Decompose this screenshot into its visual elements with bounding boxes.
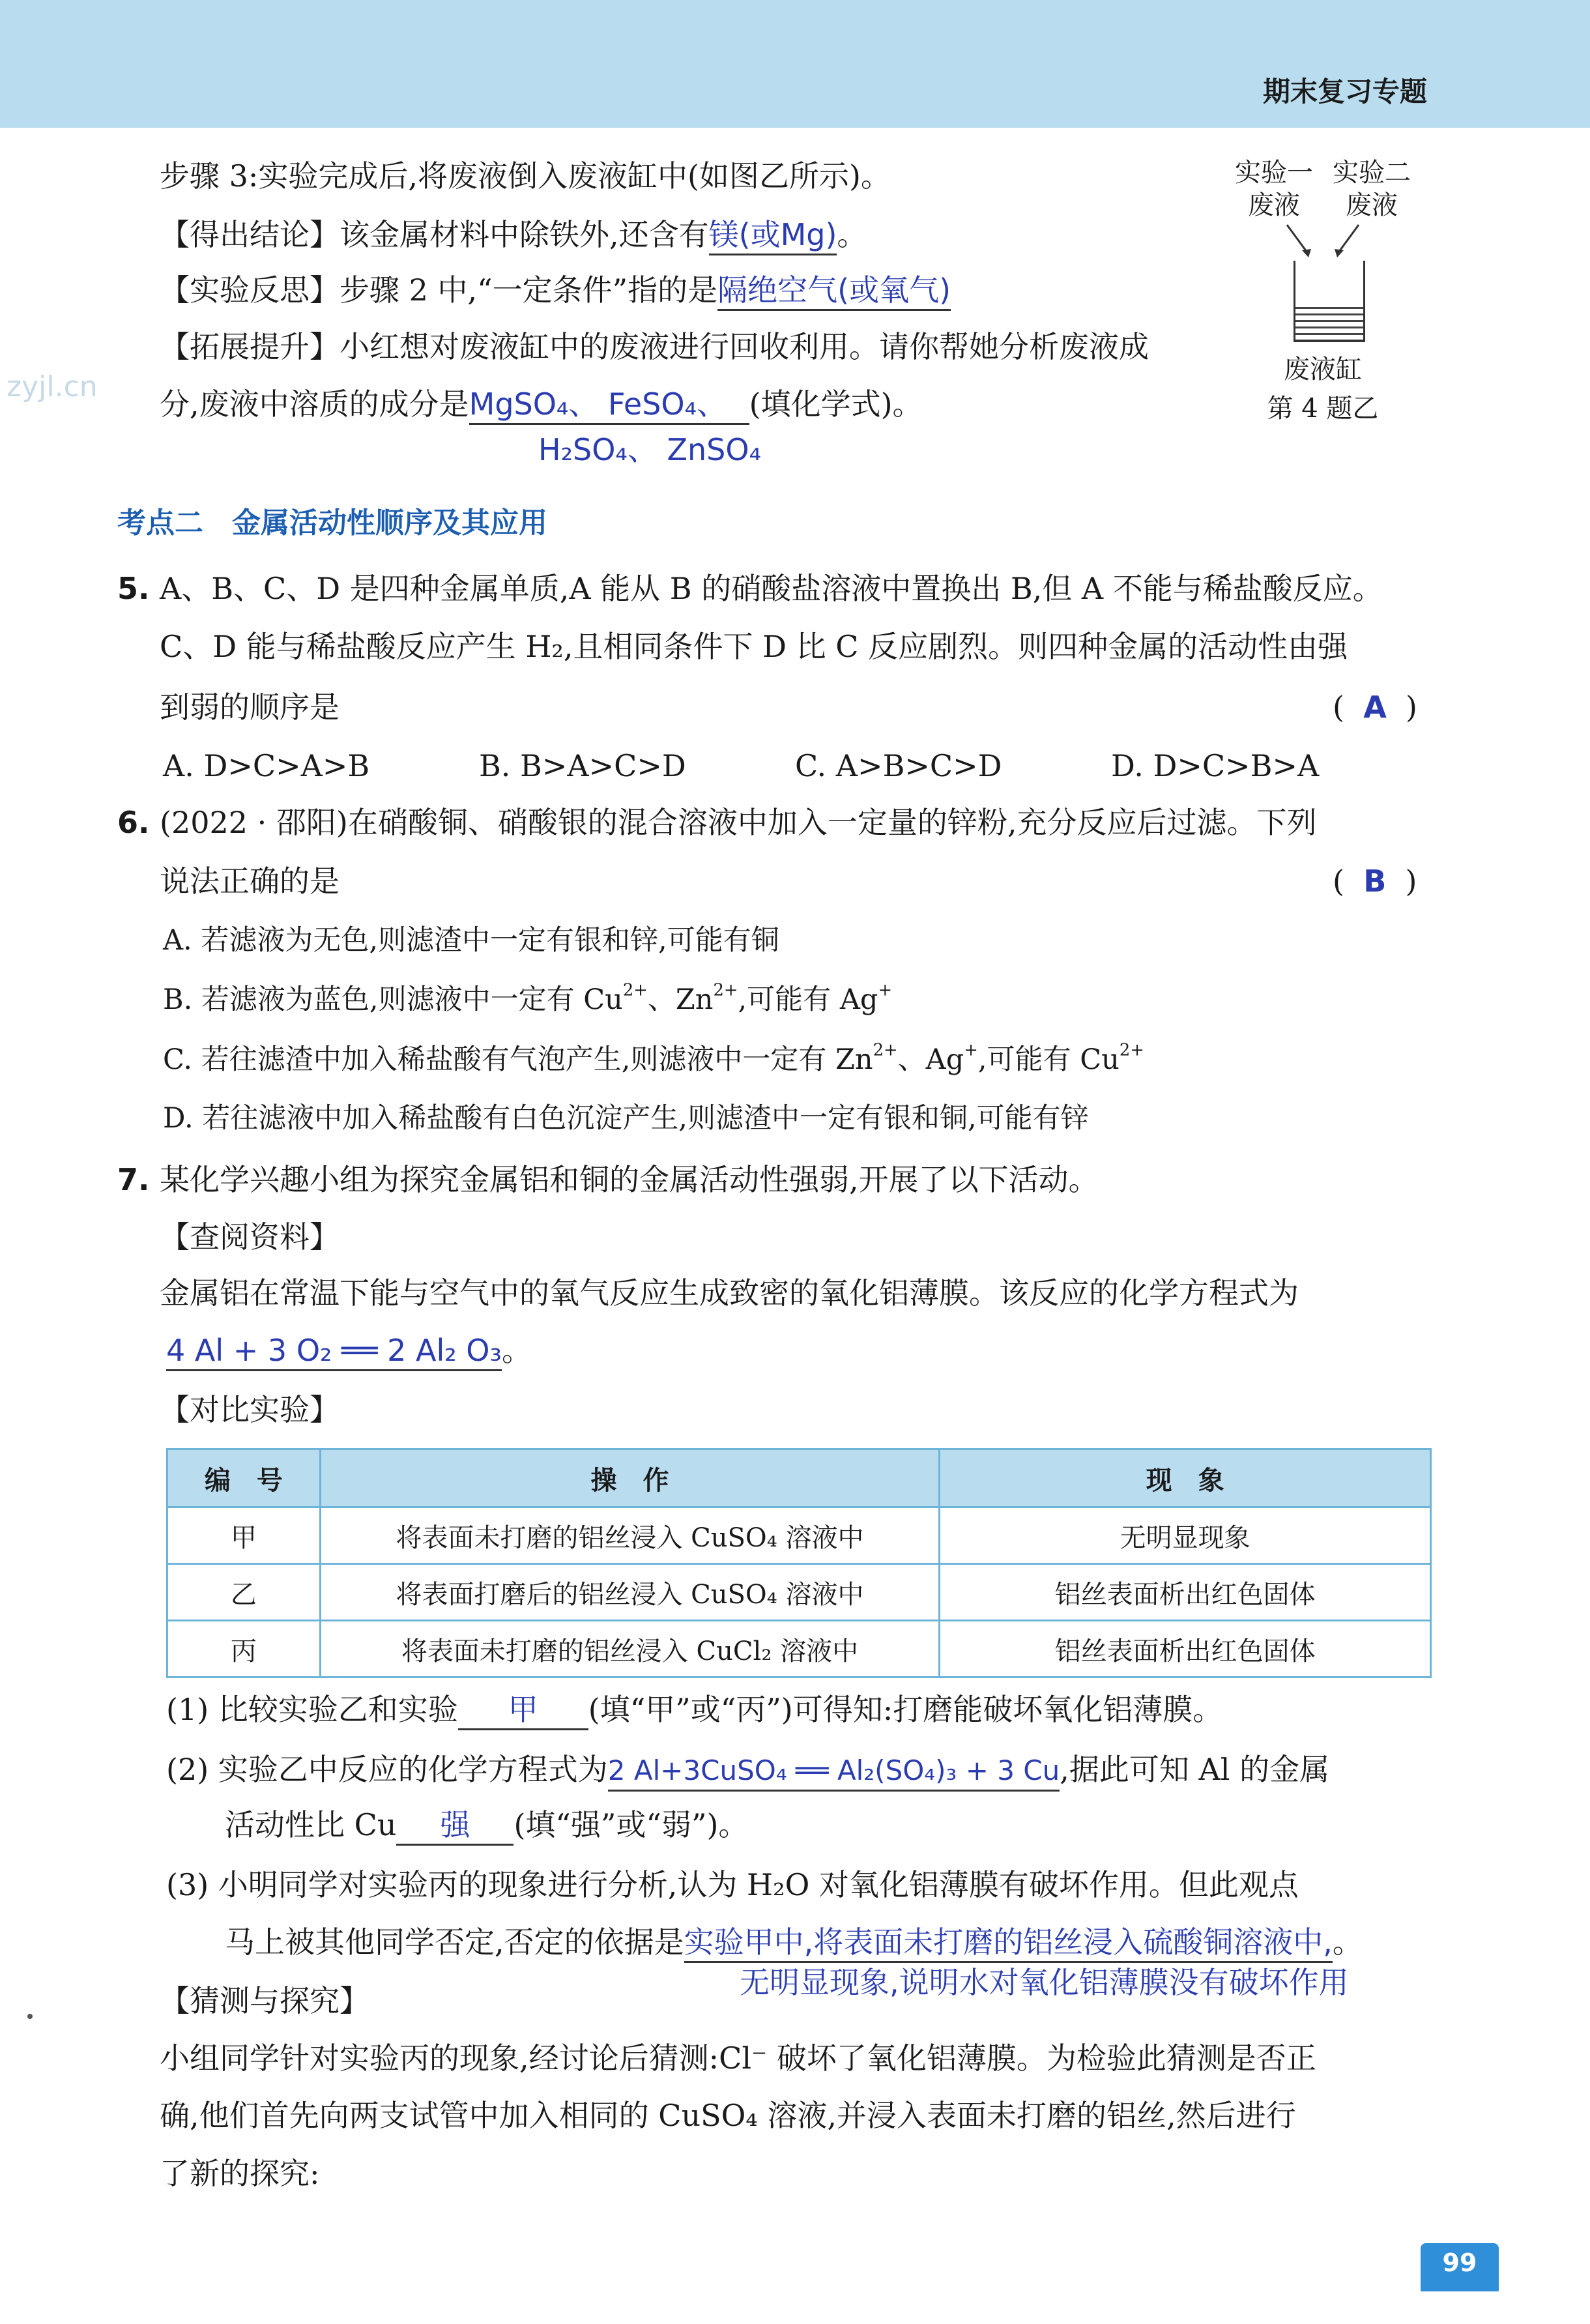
q7-sub2-answer: 2 Al+3CuSO₄ ══ Al₂(SO₄)₃ + 3 Cu	[608, 1752, 1060, 1792]
section-heading: 考点二 金属活动性顺序及其应用	[117, 506, 547, 540]
figure-label-exp1: 实验一	[1235, 158, 1313, 188]
solute-answer-2: H₂SO₄、 ZnSO₄	[538, 432, 762, 467]
q7-sub2-line2: 活动性比 Cu 强 (填“强”或“弱”)。	[225, 1805, 748, 1846]
conclusion-line: 【得出结论】该金属材料中除铁外,还含有镁(或Mg)。	[160, 215, 867, 255]
waste-tank-figure	[1225, 150, 1421, 437]
q5-option-a: A. D>C>A>B	[163, 748, 370, 783]
solute-line: 分,废液中溶质的成分是MgSO₄、 FeSO₄、 (填化学式)。	[160, 385, 923, 425]
table-row: 乙 将表面打磨后的铝丝浸入 CuSO₄ 溶液中 铝丝表面析出红色固体	[167, 1564, 1431, 1621]
q5-option-b: B. B>A>C>D	[479, 748, 686, 783]
q5-line3: 到弱的顺序是	[160, 690, 340, 725]
table-header-number: 编 号	[167, 1449, 321, 1507]
q6-number: 6.	[117, 805, 150, 840]
arrows-icon	[1225, 222, 1421, 261]
header-title: 期末复习专题	[1262, 76, 1427, 108]
q7-sub2-blank: 强	[396, 1806, 513, 1846]
watermark: zyjl.cn	[7, 370, 98, 403]
figure-label-exp1-waste: 废液	[1248, 190, 1300, 220]
beaker-icon	[1294, 261, 1365, 342]
q7-heading-guess: 【猜测与探究】	[160, 1983, 369, 2018]
figure-container-label: 废液缸	[1284, 355, 1362, 385]
table-row: 丙 将表面未打磨的铝丝浸入 CuCl₂ 溶液中 铝丝表面析出红色固体	[167, 1621, 1431, 1678]
step3-line: 步骤 3:实验完成后,将废液倒入废液缸中(如图乙所示)。	[160, 158, 891, 194]
q7-heading-comparison: 【对比实验】	[160, 1392, 340, 1427]
q7-sub2: (2) 实验乙中反应的化学方程式为2 Al+3CuSO₄ ══ Al₂(SO₄)₃ + 3 Cu,据此可知 Al 的金属	[166, 1750, 1329, 1792]
q5-number: 5.	[117, 571, 150, 606]
extension-line: 【拓展提升】小红想对废液缸中的废液进行回收利用。请你帮她分析废液成	[160, 329, 1149, 364]
q7-sub3-line2: 马上被其他同学否定,否定的依据是实验甲中,将表面未打磨的铝丝浸入硫酸铜溶液中,。	[225, 1923, 1363, 1963]
q5-line1: A、B、C、D 是四种金属单质,A 能从 B 的硝酸盐溶液中置换出 B,但 A 不能与稀盐酸反应。	[160, 571, 1383, 606]
q6-option-d: D. 若往滤液中加入稀盐酸有白色沉淀产生,则滤渣中一定有银和铜,可能有锌	[163, 1102, 1089, 1135]
q7-equation-1: 4 Al + 3 O₂ ══ 2 Al₂ O₃。	[166, 1331, 532, 1371]
q7-reference-text: 金属铝在常温下能与空气中的氧气反应生成致密的氧化铝薄膜。该反应的化学方程式为	[160, 1275, 1299, 1311]
figure-label-exp2-waste: 废液	[1346, 190, 1398, 220]
q6-option-c: C. 若往滤渣中加入稀盐酸有气泡产生,则滤液中一定有 $Zn^{2+}$、Ag+,可能有 $Cu^{2+}$	[163, 1040, 1144, 1076]
q5-line2: C、D 能与稀盐酸反应产生 H₂,且相同条件下 D 比 C 反应剧烈。则四种金属的活动性由强	[160, 629, 1348, 664]
table-row: 甲 将表面未打磨的铝丝浸入 CuSO₄ 溶液中 无明显现象	[167, 1507, 1431, 1564]
figure-label-exp2: 实验二	[1333, 158, 1411, 188]
q7-number: 7.	[117, 1162, 150, 1197]
q5-option-c: C. A>B>C>D	[795, 748, 1002, 783]
q6-option-a: A. 若滤液为无色,则滤渣中一定有银和锌,可能有铜	[163, 924, 779, 957]
q6-line1: (2022 · 邵阳)在硝酸铜、硝酸银的混合溶液中加入一定量的锌粉,充分反应后过滤。下列	[160, 805, 1317, 840]
q6-option-b: B. 若滤液为蓝色,则滤液中一定有 $Cu^{2+}$、$Zn^{2+}$,可能有 Ag+	[163, 980, 893, 1016]
conclusion-answer: 镁(或Mg)	[709, 216, 837, 255]
q6-answer-bracket: ( B )	[1333, 864, 1417, 899]
q7-intro: 某化学兴趣小组为探究金属铝和铜的金属活动性强弱,开展了以下活动。	[160, 1162, 1099, 1197]
solute-answer-1: MgSO₄、 FeSO₄、	[469, 385, 749, 425]
reflection-line: 【实验反思】步骤 2 中,“一定条件”指的是隔绝空气(或氧气)	[160, 270, 951, 311]
q7-guess-line2: 确,他们首先向两支试管中加入相同的 CuSO₄ 溶液,并浸入表面未打磨的铝丝,然后进行	[160, 2098, 1296, 2133]
figure-caption: 第 4 题乙	[1267, 394, 1379, 424]
q7-sub3-answer-2: 无明显现象,说明水对氧化铝薄膜没有破坏作用	[740, 1965, 1349, 2000]
page-number: 99	[1442, 2248, 1477, 2277]
q7-sub1-answer: 甲	[458, 1691, 588, 1730]
q7-sub3-line1: (3) 小明同学对实验丙的现象进行分析,认为 H₂O 对氧化铝薄膜有破坏作用。但此观点	[166, 1867, 1299, 1902]
q7-sub1: (1) 比较实验乙和实验 甲 (填“甲”或“丙”)可得知:打磨能破坏氧化铝薄膜。	[166, 1690, 1222, 1730]
q7-sub3-answer-1: 实验甲中,将表面未打磨的铝丝浸入硫酸铜溶液中,	[684, 1923, 1333, 1963]
comparison-table	[166, 1448, 1432, 1678]
q5-option-d: D. D>C>B>A	[1111, 748, 1320, 783]
q6-line2: 说法正确的是	[160, 864, 340, 899]
q5-answer-bracket: ( A )	[1333, 690, 1418, 725]
page-number-badge	[1421, 2243, 1499, 2295]
q7-guess-line1: 小组同学针对实验丙的现象,经讨论后猜测:Cl⁻ 破坏了氧化铝薄膜。为检验此猜测是否正	[160, 2041, 1316, 2076]
table-header-operation: 操 作	[320, 1449, 940, 1507]
q7-heading-reference: 【查阅资料】	[160, 1219, 340, 1255]
reflection-answer: 隔绝空气(或氧气)	[717, 271, 951, 311]
page-header	[0, 0, 1590, 128]
q7-guess-line3: 了新的探究:	[160, 2156, 320, 2191]
table-header-row	[167, 1449, 1431, 1507]
table-header-phenomenon: 现 象	[940, 1449, 1431, 1507]
